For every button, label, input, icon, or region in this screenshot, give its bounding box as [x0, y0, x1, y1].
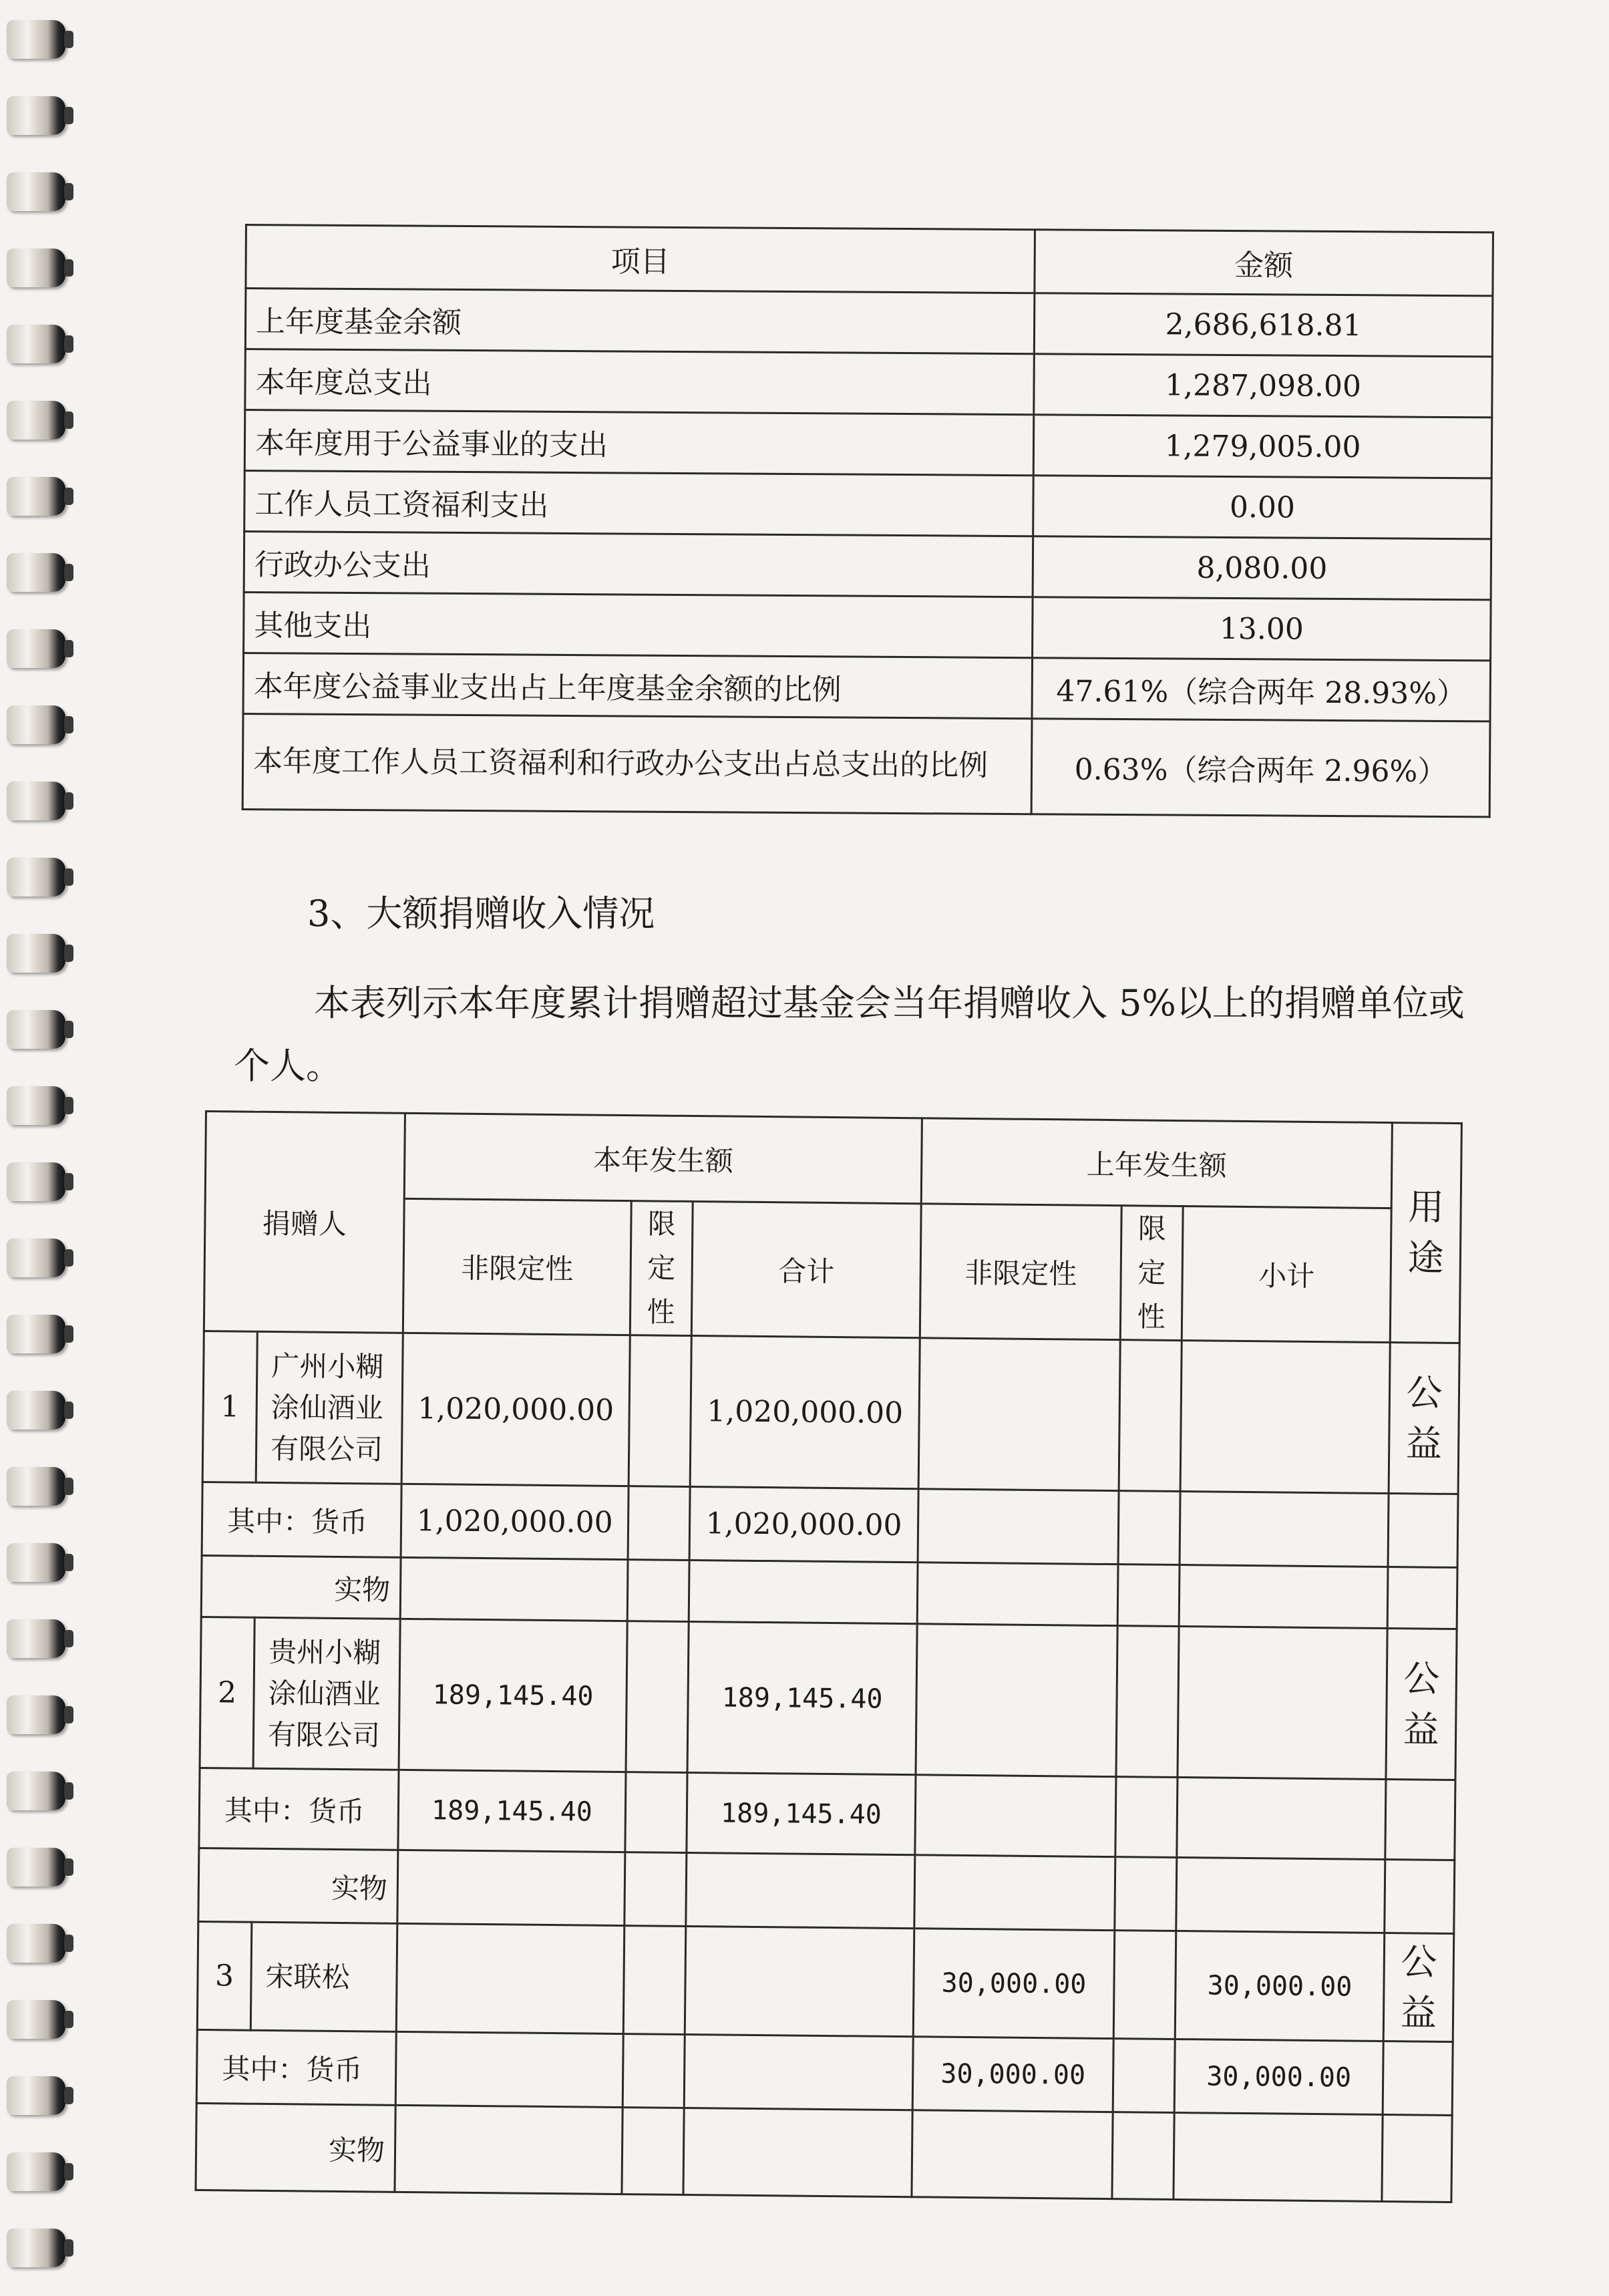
row-amount: 47.61%（综合两年 28.93%）: [1032, 658, 1491, 721]
row-item: 本年度工作人员工资福利和行政办公支出占总支出的比例: [242, 713, 1032, 814]
binding-hole: [64, 1249, 73, 1267]
donor-row: [200, 1617, 1457, 1780]
donor-row: [202, 1331, 1459, 1494]
cash-prev-subtotal: 30,000.00: [1174, 2039, 1383, 2115]
cash-label: 其中：货币: [196, 2029, 396, 2105]
prev-restricted: [1119, 1340, 1182, 1492]
binding-hole: [64, 1097, 73, 1114]
cash-cur-total: 189,145.40: [687, 1772, 916, 1854]
binding-ring: [7, 2000, 65, 2039]
cash-prev-nonrestricted: [918, 1489, 1119, 1565]
cur-nonrestricted: 189,145.40: [399, 1619, 627, 1772]
large-donation-table: [194, 1110, 1462, 2203]
binding-ring: [7, 1010, 65, 1049]
binding-hole: [64, 488, 73, 505]
binding-ring: [7, 2152, 65, 2191]
in-kind-row: [196, 2103, 1452, 2202]
table-row: [245, 349, 1493, 418]
donor-name: 宋联松: [250, 1922, 397, 2031]
binding-hole: [64, 1706, 73, 1724]
cash-purpose: [1385, 1780, 1455, 1860]
row-amount: 1,287,098.00: [1034, 354, 1493, 418]
row-item: 其他支出: [244, 592, 1033, 657]
binding-hole: [64, 2239, 73, 2257]
cur-restricted: [626, 1621, 689, 1773]
prev-nonrestricted: [916, 1624, 1117, 1777]
cash-cur-nonrestricted: [395, 2031, 623, 2107]
header-donor: 捐赠人: [204, 1112, 405, 1333]
binding-ring: [7, 1239, 65, 1277]
binding-hole: [64, 107, 73, 124]
binding-ring: [7, 1543, 65, 1582]
cur-nonrestricted: [396, 1923, 624, 2033]
in-kind-row: [201, 1555, 1457, 1629]
header-purpose: [1390, 1123, 1461, 1343]
header-cur-restricted-text: 限 定 性: [647, 1207, 677, 1329]
binding-hole: [64, 1630, 73, 1647]
prev-restricted: [1116, 1626, 1179, 1778]
row-amount: 8,080.00: [1033, 536, 1491, 600]
binding-hole: [64, 1554, 73, 1571]
row-item: 本年度总支出: [245, 349, 1035, 415]
fund-summary-table: [242, 224, 1494, 818]
cash-cur-restricted: [625, 1772, 687, 1853]
purpose: [1383, 1933, 1454, 2042]
table-row: [245, 289, 1493, 357]
section-heading: 3、大额捐赠收入情况: [307, 892, 655, 935]
binding-hole: [64, 2087, 73, 2104]
in-kind-label: 实物: [198, 1848, 398, 1923]
binding-hole: [64, 564, 73, 581]
binding-ring: [7, 2076, 65, 2115]
purpose: [1386, 1629, 1457, 1780]
prev-subtotal: [1178, 1627, 1387, 1780]
table-row: [242, 713, 1490, 816]
cur-nonrestricted: 1,020,000.00: [401, 1333, 630, 1486]
table-header-row: [246, 225, 1493, 296]
cash-prev-subtotal: [1177, 1778, 1386, 1860]
binding-hole: [64, 640, 73, 657]
cur-total: [685, 1926, 914, 2036]
cash-purpose: [1383, 2041, 1453, 2115]
header-prev-nonrestricted: 非限定性: [920, 1204, 1121, 1340]
prev-restricted: [1113, 1931, 1176, 2039]
spiral-binding: [0, 0, 80, 2296]
cash-cur-restricted: [622, 2034, 685, 2108]
header-last-year: 上年发生额: [921, 1118, 1392, 1208]
donor-number: 3: [197, 1921, 252, 2030]
binding-hole: [64, 1858, 73, 1876]
table-row: [244, 471, 1492, 539]
binding-hole: [64, 2163, 73, 2180]
donor-number: 1: [202, 1331, 257, 1482]
row-amount: 13.00: [1033, 597, 1491, 661]
row-amount: 0.00: [1033, 476, 1492, 539]
binding-hole: [64, 1173, 73, 1190]
binding-hole: [64, 31, 73, 48]
row-item: 工作人员工资福利支出: [244, 471, 1034, 536]
cash-cur-total: [684, 2034, 913, 2110]
binding-ring: [7, 1619, 65, 1658]
cash-row: [202, 1482, 1458, 1567]
row-item: 行政办公支出: [244, 532, 1033, 597]
row-item: 上年度基金余额: [245, 289, 1035, 354]
binding-ring: [7, 325, 65, 363]
header-cur-nonrestricted: 非限定性: [403, 1198, 631, 1335]
cur-restricted: [629, 1335, 691, 1487]
binding-hole: [64, 335, 73, 353]
binding-ring: [7, 1772, 65, 1810]
binding-hole: [64, 716, 73, 733]
binding-ring: [7, 553, 65, 592]
binding-ring: [7, 1695, 65, 1734]
purpose-text: 公 益: [1400, 1940, 1437, 2034]
binding-ring: [7, 1848, 65, 1887]
table-header-row: [205, 1112, 1461, 1209]
binding-hole: [64, 1021, 73, 1038]
cash-cur-nonrestricted: 189,145.40: [398, 1770, 626, 1852]
donor-name-text: 广州小糊 涂仙酒业 有限公司: [270, 1349, 384, 1466]
header-prev-restricted: [1120, 1206, 1183, 1341]
in-kind-label: 实物: [196, 2103, 395, 2192]
cash-prev-nonrestricted: [915, 1775, 1116, 1857]
donor-name-text: 贵州小糊 涂仙酒业 有限公司: [267, 1635, 381, 1752]
prev-subtotal: 30,000.00: [1175, 1931, 1385, 2041]
cash-prev-restricted: [1115, 1777, 1178, 1858]
in-kind-row: [198, 1848, 1455, 1933]
binding-hole: [64, 868, 73, 886]
prev-subtotal: [1180, 1341, 1390, 1494]
header-amount: 金额: [1035, 230, 1493, 296]
donor-name: [253, 1617, 400, 1770]
cash-purpose: [1388, 1494, 1458, 1568]
cash-cur-restricted: [628, 1486, 690, 1561]
header-prev-restricted-text: 限 定 性: [1137, 1212, 1167, 1333]
cash-cur-nonrestricted: 1,020,000.00: [401, 1484, 629, 1559]
row-amount: 1,279,005.00: [1033, 415, 1492, 478]
binding-hole: [64, 2011, 73, 2028]
header-purpose-text: 用 途: [1407, 1186, 1445, 1279]
donor-name: [256, 1331, 403, 1484]
binding-ring: [7, 477, 65, 516]
binding-hole: [64, 259, 73, 277]
binding-ring: [7, 1924, 65, 1963]
table-row: [244, 592, 1491, 660]
binding-ring: [7, 1467, 65, 1506]
cur-restricted: [623, 1926, 686, 2035]
section-paragraph: 本表列示本年度累计捐赠超过基金会当年捐赠收入 5%以上的捐赠单位或个人。: [234, 982, 1465, 1087]
header-prev-subtotal: 小计: [1182, 1206, 1391, 1343]
binding-hole: [64, 183, 73, 200]
binding-hole: [64, 945, 73, 962]
binding-ring: [7, 705, 65, 744]
header-cur-restricted: [630, 1201, 693, 1336]
header-this-year: 本年发生额: [404, 1113, 922, 1203]
header-item: 项目: [246, 225, 1035, 293]
binding-ring: [7, 1086, 65, 1125]
row-item: 本年度公益事业支出占上年度基金余额的比例: [243, 653, 1033, 718]
purpose: [1389, 1343, 1459, 1494]
cur-total: 1,020,000.00: [690, 1336, 920, 1489]
binding-ring: [7, 1315, 65, 1353]
cash-row: [196, 2029, 1453, 2115]
row-amount: 0.63%（综合两年 2.96%）: [1031, 719, 1490, 817]
binding-ring: [7, 249, 65, 287]
cash-prev-restricted: [1118, 1491, 1180, 1565]
cash-label: 其中：货币: [202, 1482, 401, 1557]
cash-prev-subtotal: [1180, 1492, 1389, 1567]
prev-nonrestricted: 30,000.00: [913, 1929, 1115, 2039]
binding-ring: [7, 629, 65, 668]
binding-hole: [64, 1935, 73, 1952]
table-row: [243, 653, 1491, 721]
binding-ring: [7, 1162, 65, 1201]
cash-row: [199, 1768, 1455, 1860]
binding-ring: [7, 96, 65, 135]
binding-hole: [64, 1402, 73, 1419]
binding-ring: [7, 2229, 65, 2267]
binding-hole: [64, 1325, 73, 1343]
binding-hole: [64, 1478, 73, 1495]
donor-number: 2: [200, 1617, 254, 1768]
binding-hole: [64, 1782, 73, 1800]
row-item: 本年度用于公益事业的支出: [244, 410, 1034, 476]
cash-prev-nonrestricted: 30,000.00: [912, 2037, 1113, 2112]
table-row: [244, 410, 1492, 478]
binding-ring: [7, 782, 65, 820]
header-cur-total: 合计: [691, 1202, 921, 1338]
in-kind-label: 实物: [201, 1555, 401, 1619]
binding-ring: [7, 934, 65, 973]
prev-nonrestricted: [918, 1338, 1120, 1491]
binding-ring: [7, 1391, 65, 1430]
cash-prev-restricted: [1113, 2039, 1175, 2113]
cur-total: 189,145.40: [687, 1621, 917, 1774]
row-amount: 2,686,618.81: [1034, 293, 1493, 357]
binding-hole: [64, 412, 73, 429]
purpose-text: 公 益: [1405, 1371, 1443, 1465]
binding-ring: [7, 858, 65, 896]
cash-label: 其中：货币: [199, 1768, 399, 1850]
binding-hole: [64, 792, 73, 810]
cash-cur-total: 1,020,000.00: [689, 1486, 918, 1562]
purpose-text: 公 益: [1403, 1657, 1440, 1751]
binding-ring: [7, 401, 65, 440]
table-row: [244, 532, 1491, 600]
binding-ring: [7, 172, 65, 211]
binding-ring: [7, 20, 65, 59]
donor-row: [197, 1921, 1454, 2041]
